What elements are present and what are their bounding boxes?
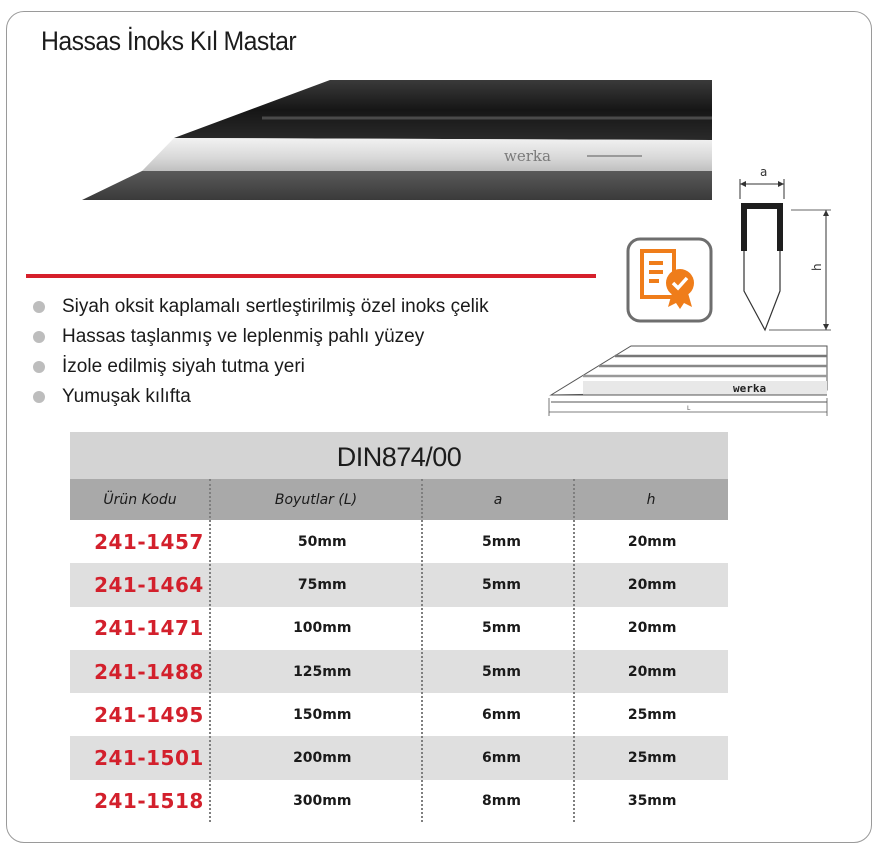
dimension-l: 200mm xyxy=(293,750,352,767)
feature-text: Hassas taşlanmış ve leplenmiş pahlı yüzey xyxy=(62,326,425,347)
header-dimensions: Boyutlar (L) xyxy=(274,491,358,508)
dimension-l: 300mm xyxy=(293,793,352,810)
drawing-brand: werka xyxy=(733,382,767,395)
header-product-code: Ürün Kodu xyxy=(103,491,177,508)
feature-item xyxy=(31,324,489,354)
table-row xyxy=(70,520,728,563)
dimension-a-label: a xyxy=(760,165,768,179)
dimension-h-label: h xyxy=(810,263,824,271)
table-row xyxy=(70,780,728,823)
perspective-drawing xyxy=(545,340,835,420)
table-row xyxy=(70,563,728,606)
table-row xyxy=(70,736,728,779)
bullet-icon xyxy=(33,331,45,343)
product-code: 241-1501 xyxy=(94,746,204,771)
header-h: h xyxy=(646,491,656,508)
feature-text: Siyah oksit kaplamalı sertleştirilmiş özel inoks çelik xyxy=(62,296,489,317)
dimension-l: 100mm xyxy=(293,620,352,637)
cross-section-diagram xyxy=(733,163,833,335)
dimension-a: 6mm xyxy=(482,706,521,723)
product-image xyxy=(82,78,714,202)
header-a: a xyxy=(493,491,503,508)
table-row xyxy=(70,693,728,736)
table-title: DIN874/00 xyxy=(70,432,728,479)
dimension-a: 5mm xyxy=(482,533,521,550)
dimension-h: 20mm xyxy=(627,576,677,593)
dimension-h: 20mm xyxy=(627,533,677,550)
dimension-a: 5mm xyxy=(482,620,521,637)
feature-text: Yumuşak kılıfta xyxy=(62,386,191,407)
bullet-icon xyxy=(33,361,45,373)
dimension-a: 8mm xyxy=(482,793,521,810)
product-code: 241-1464 xyxy=(94,572,204,597)
bullet-icon xyxy=(33,391,45,403)
column-separator xyxy=(209,479,211,822)
feature-item xyxy=(31,384,489,414)
product-code: 241-1457 xyxy=(94,529,204,554)
brand-mark: werka xyxy=(504,147,551,165)
dimension-h: 20mm xyxy=(627,620,677,637)
column-separator xyxy=(573,479,575,822)
table-header xyxy=(70,479,728,520)
page-title: Hassas İnoks Kıl Mastar xyxy=(41,26,297,56)
accent-divider xyxy=(26,274,596,278)
product-code: 241-1488 xyxy=(94,659,204,684)
dimension-h: 25mm xyxy=(627,706,677,723)
feature-item xyxy=(31,354,489,384)
dimension-l: 75mm xyxy=(297,576,347,593)
bullet-icon xyxy=(33,301,45,313)
dimension-a: 6mm xyxy=(482,750,521,767)
product-code: 241-1471 xyxy=(94,616,204,641)
spec-table xyxy=(70,432,728,823)
dimension-a: 5mm xyxy=(482,576,521,593)
dimension-l: 50mm xyxy=(297,533,347,550)
column-separator xyxy=(421,479,423,822)
dimension-l-label: L xyxy=(687,405,691,412)
certificate-badge-icon xyxy=(626,237,713,323)
dimension-h: 35mm xyxy=(627,793,677,810)
feature-list xyxy=(31,294,489,414)
feature-item xyxy=(31,294,489,324)
dimension-l: 125mm xyxy=(293,663,352,680)
dimension-h: 25mm xyxy=(627,750,677,767)
product-code: 241-1495 xyxy=(94,702,204,727)
dimension-h: 20mm xyxy=(627,663,677,680)
product-code: 241-1518 xyxy=(94,789,204,814)
dimension-a: 5mm xyxy=(482,663,521,680)
feature-text: İzole edilmiş siyah tutma yeri xyxy=(62,356,305,377)
table-row xyxy=(70,650,728,693)
dimension-l: 150mm xyxy=(293,706,352,723)
table-row xyxy=(70,607,728,650)
